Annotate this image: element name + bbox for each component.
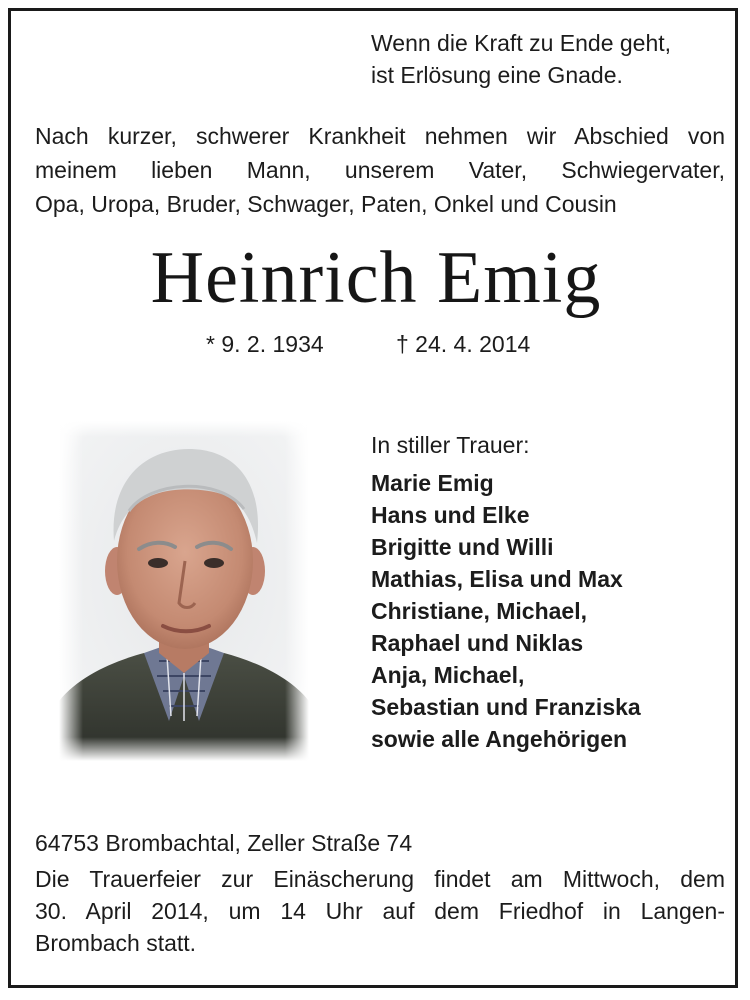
service-line: Die Trauerfeier zur Einäscherung findet am Mittwoch, dem	[35, 866, 725, 892]
mourner-line: Marie Emig	[371, 470, 494, 496]
obituary-notice	[8, 8, 738, 988]
mourners-block	[371, 429, 731, 755]
portrait-photo	[59, 421, 309, 761]
funeral-service-text	[35, 863, 725, 959]
mourner-line: Mathias, Elisa und Max	[371, 566, 623, 592]
service-line: 30. April 2014, um 14 Uhr auf dem Friedhof in Langen-	[35, 898, 725, 924]
family-address: 64753 Brombachtal, Zeller Straße 74	[35, 830, 413, 856]
intro-line: Nach kurzer, schwerer Krankheit nehmen wir Abschied von	[35, 123, 725, 149]
mourner-line: Sebastian und Franziska	[371, 694, 641, 720]
mourner-list	[371, 467, 731, 755]
mourning-lead: In stiller Trauer:	[371, 432, 530, 458]
motto-line: ist Erlösung eine Gnade.	[371, 62, 623, 88]
mourner-line: Christiane, Michael,	[371, 598, 588, 624]
deceased-name: Heinrich Emig	[150, 237, 602, 319]
death-date: † 24. 4. 2014	[396, 331, 531, 357]
mourner-line: Brigitte und Willi	[371, 534, 554, 560]
motto-line: Wenn die Kraft zu Ende geht,	[371, 30, 672, 56]
mourner-line: Raphael und Niklas	[371, 630, 584, 656]
mourner-line: sowie alle Angehörigen	[371, 726, 628, 752]
intro-line: Opa, Uropa, Bruder, Schwager, Paten, Onkel und Cousin	[35, 191, 617, 217]
mourner-line: Anja, Michael,	[371, 662, 525, 688]
intro-text	[35, 119, 725, 221]
motto-verse	[371, 27, 731, 91]
intro-line: meinem lieben Mann, unserem Vater, Schwiegervater,	[35, 157, 725, 183]
service-line: Brombach statt.	[35, 930, 197, 956]
mourner-line: Hans und Elke	[371, 502, 530, 528]
birth-date: * 9. 2. 1934	[206, 331, 324, 357]
